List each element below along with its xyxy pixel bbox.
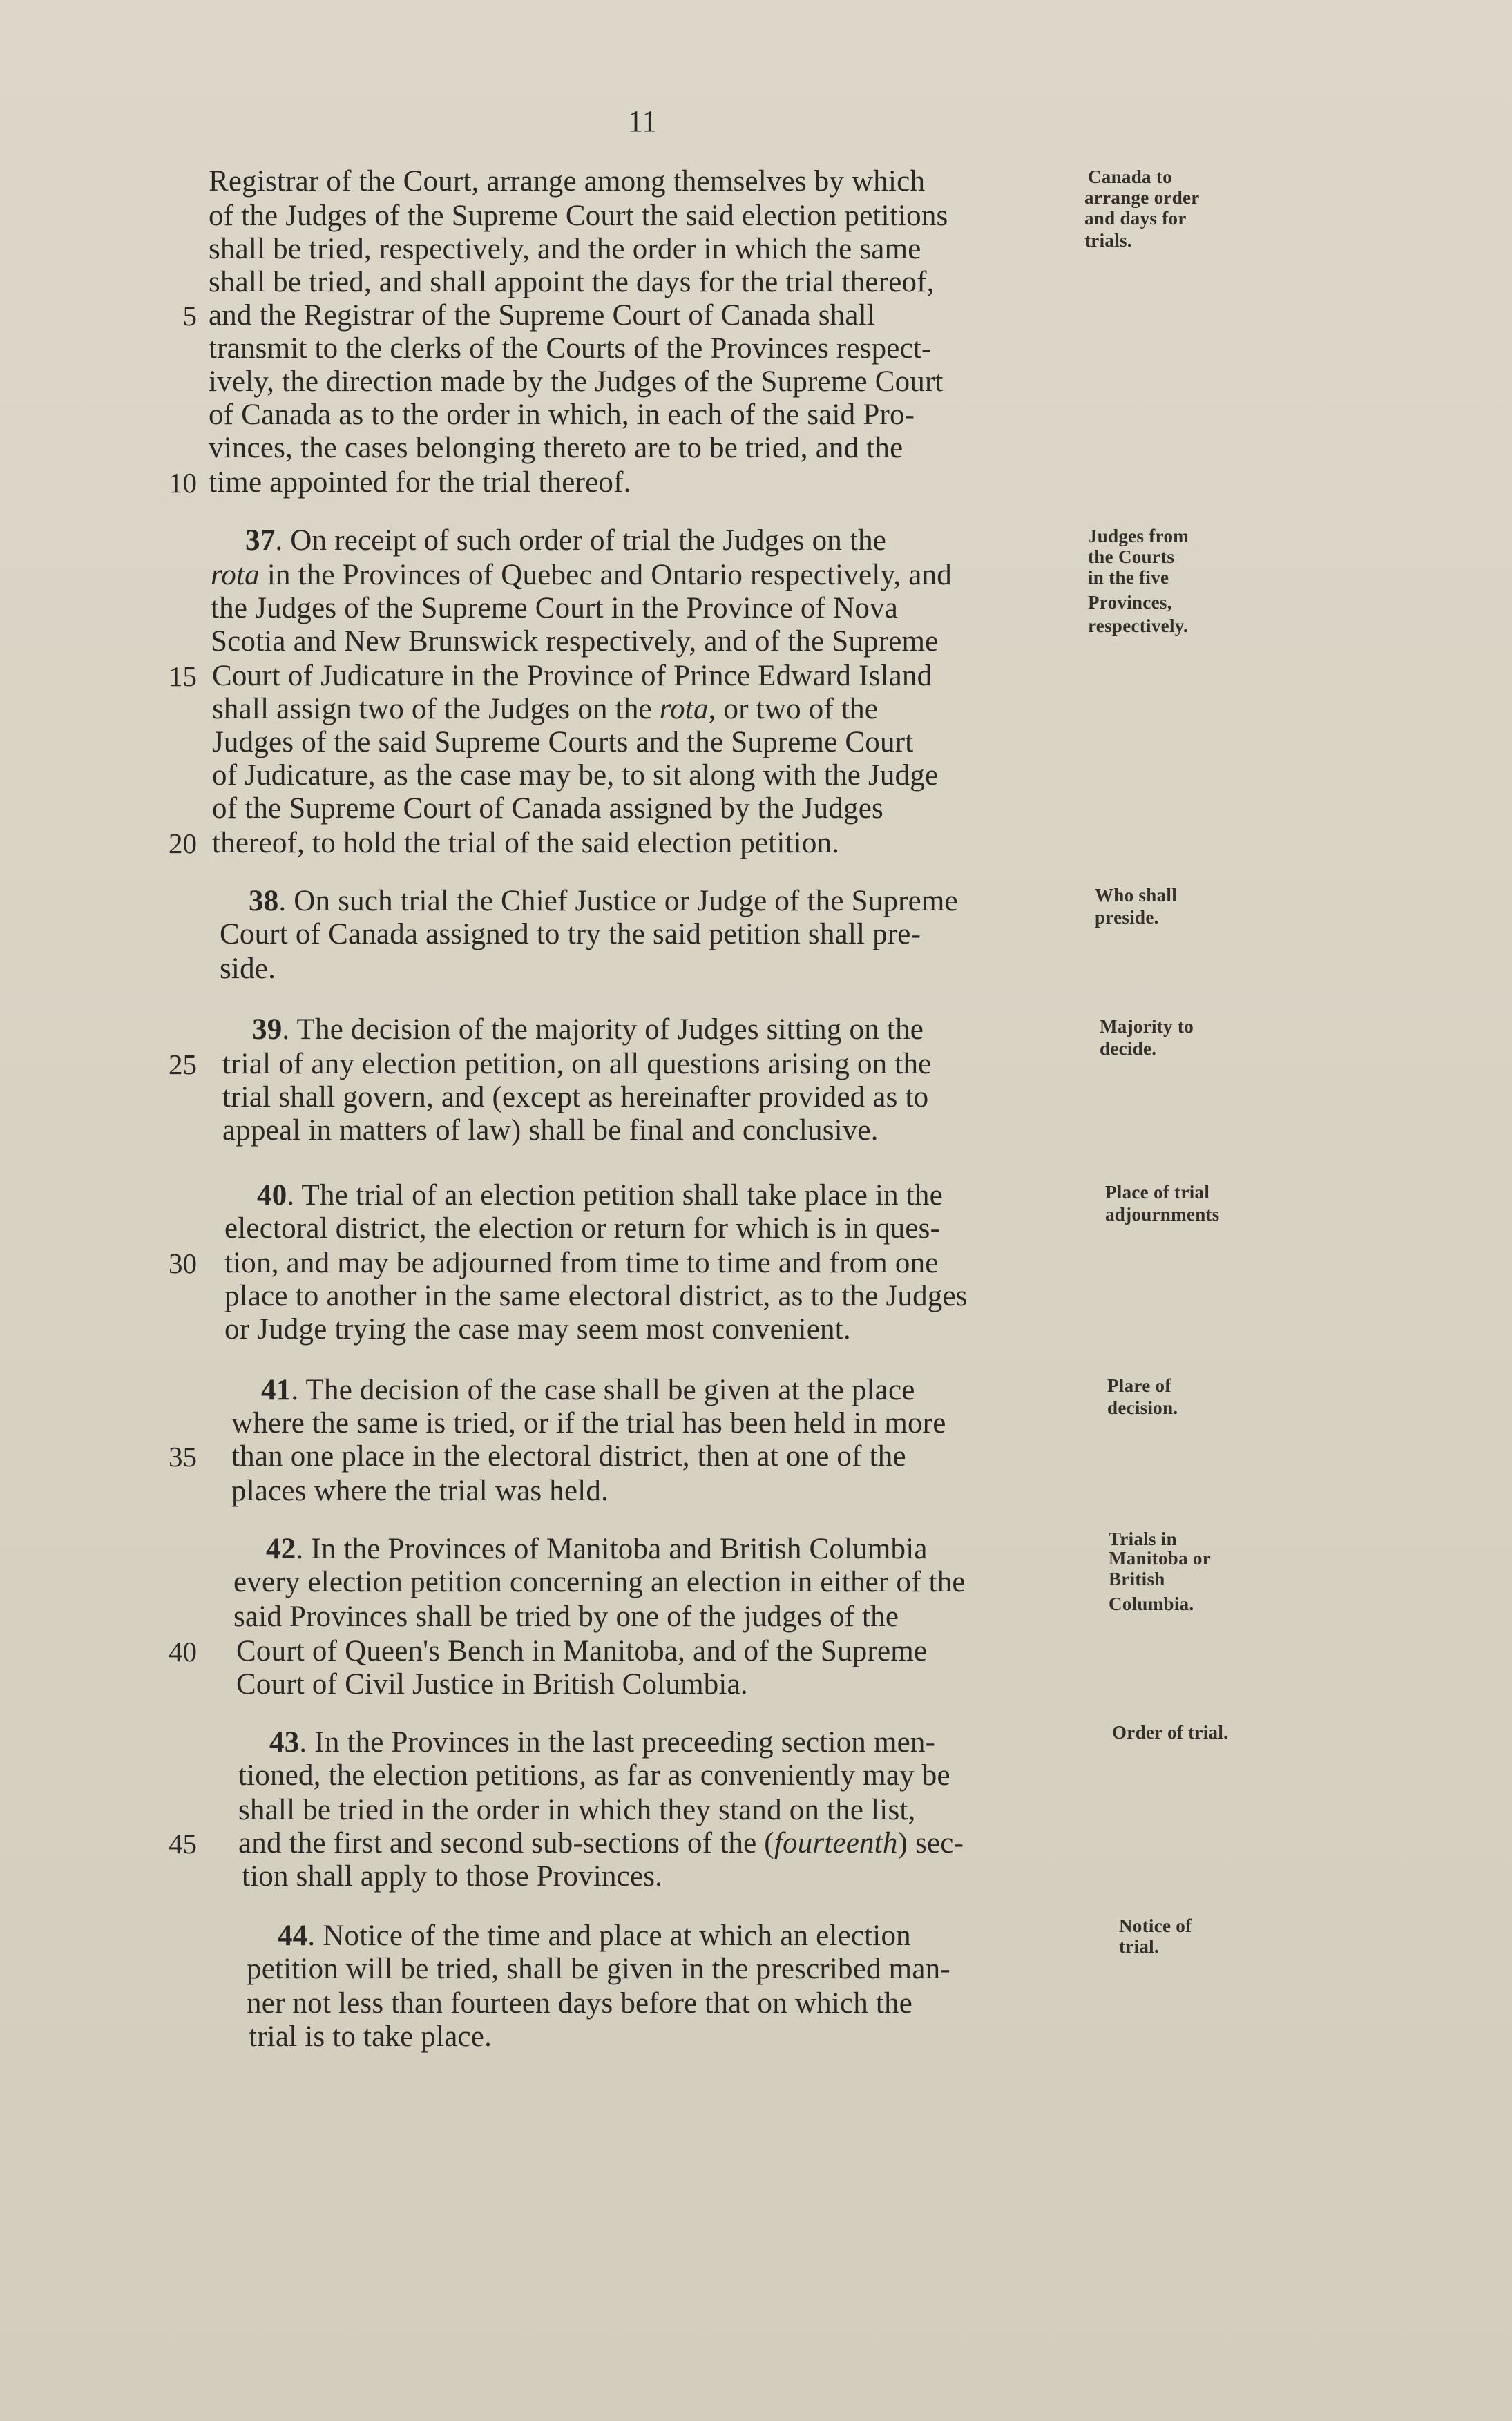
section-first-line: 41. The decision of the case shall be given at the place xyxy=(261,1374,915,1406)
section-first-line: 42. In the Provinces of Manitoba and British Columbia xyxy=(266,1533,928,1565)
section-first-line: 37. On receipt of such order of trial the Judges on the xyxy=(245,524,887,557)
text-line: shall be tried, and shall appoint the days for the trial thereof, xyxy=(209,266,935,298)
text-line: time appointed for the trial thereof. xyxy=(209,466,631,499)
section-first-line: 38. On such trial the Chief Justice or Judge of the Supreme xyxy=(249,885,958,917)
text-line: Court of Civil Justice in British Columbia. xyxy=(236,1668,748,1701)
text-line: ner not less than fourteen days before that on which the xyxy=(247,1987,913,2020)
text-line: trial shall govern, and (except as hereinafter provided as to xyxy=(222,1081,929,1113)
section-number: 37 xyxy=(245,524,276,557)
margin-note-line: Canada to xyxy=(1088,166,1172,187)
text-line: of the Judges of the Supreme Court the said election petitions xyxy=(209,200,948,232)
text-line: trial is to take place. xyxy=(249,2020,492,2053)
margin-note-line: in the five xyxy=(1088,567,1169,588)
margin-note-line: British xyxy=(1109,1569,1165,1589)
section-number: 43 xyxy=(269,1726,300,1759)
text-line: and the Registrar of the Supreme Court of Canada shall xyxy=(209,299,875,332)
margin-note-line: Plare of xyxy=(1107,1375,1171,1396)
section-number: 38 xyxy=(249,885,279,917)
margin-note-line: Place of trial xyxy=(1105,1182,1210,1203)
margin-note-line: Manitoba or xyxy=(1109,1548,1212,1569)
section-first-line: 44. Notice of the time and place at which an election xyxy=(278,1920,911,1952)
section-first-line: 39. The decision of the majority of Judges sitting on the xyxy=(252,1013,924,1046)
margin-note-line: the Courts xyxy=(1088,546,1175,567)
text-line: the Judges of the Supreme Court in the Province of Nova xyxy=(211,592,899,624)
text-line: every election petition concerning an election in either of the xyxy=(233,1566,966,1598)
line-number: 10 xyxy=(169,467,197,499)
line-number: 25 xyxy=(169,1049,197,1080)
text-line: electoral district, the election or return for which is in ques- xyxy=(224,1212,941,1245)
margin-note-line: trials. xyxy=(1084,230,1132,251)
text-line: transmit to the clerks of the Courts of the Provinces respect- xyxy=(209,332,932,365)
text-line: Court of Queen's Bench in Manitoba, and of the Supreme xyxy=(236,1635,928,1667)
section-first-line: 40. The trial of an election petition shall take place in the xyxy=(257,1179,943,1212)
margin-note-line: Order of trial. xyxy=(1112,1722,1229,1743)
text-line: or Judge trying the case may seem most convenient. xyxy=(224,1313,851,1346)
section-number: 44 xyxy=(278,1920,308,1952)
text-line: rota in the Provinces of Quebec and Ontario respectively, and xyxy=(211,559,952,591)
text-line: of Judicature, as the case may be, to sit along with the Judge xyxy=(212,759,939,792)
line-number: 15 xyxy=(169,660,197,692)
section-first-line: 43. In the Provinces in the last preceeding section men- xyxy=(269,1726,936,1759)
text-line: said Provinces shall be tried by one of the judges of the xyxy=(233,1600,899,1633)
margin-note-line: arrange order xyxy=(1084,187,1200,208)
text-line: side. xyxy=(220,953,276,985)
line-number: 5 xyxy=(182,300,197,332)
text-line: trial of any election petition, on all questions arising on the xyxy=(222,1048,932,1080)
text-line: places where the trial was held. xyxy=(231,1475,609,1507)
section-number: 39 xyxy=(252,1013,283,1046)
text-line: Court of Judicature in the Province of Prince Edward Island xyxy=(212,660,932,692)
text-line: shall assign two of the Judges on the rota, or two of the xyxy=(212,693,879,725)
margin-note-line: preside. xyxy=(1095,907,1159,928)
text-line: where the same is tried, or if the trial has been held in more xyxy=(231,1407,946,1439)
margin-note-line: trial. xyxy=(1119,1936,1160,1957)
section-number: 41 xyxy=(261,1374,291,1406)
text-line: of Canada as to the order in which, in each of the said Pro- xyxy=(209,399,915,431)
margin-note-line: Judges from xyxy=(1088,526,1189,546)
text-line: tion shall apply to those Provinces. xyxy=(242,1860,663,1893)
text-line: shall be tried in the order in which they stand on the list, xyxy=(238,1794,916,1826)
margin-note-line: Notice of xyxy=(1119,1915,1192,1936)
page-number: 11 xyxy=(627,104,658,138)
line-number: 40 xyxy=(169,1636,197,1667)
text-line: and the first and second sub-sections of the (fourteenth) sec- xyxy=(238,1827,964,1859)
margin-note-line: Provinces, xyxy=(1088,592,1172,613)
margin-note-line: Who shall xyxy=(1095,885,1177,906)
line-number: 30 xyxy=(169,1247,197,1279)
text-line: of the Supreme Court of Canada assigned by the Judges xyxy=(212,792,883,825)
text-line: shall be tried, respectively, and the order in which the same xyxy=(209,233,921,265)
section-number: 42 xyxy=(266,1533,296,1565)
text-line: tioned, the election petitions, as far as conveniently may be xyxy=(238,1759,950,1792)
text-line: thereof, to hold the trial of the said election petition. xyxy=(212,827,840,859)
text-line: ively, the direction made by the Judges of the Supreme Court xyxy=(209,365,944,398)
line-number: 35 xyxy=(169,1441,197,1473)
text-line: than one place in the electoral district, then at one of the xyxy=(231,1440,906,1473)
line-number: 45 xyxy=(169,1828,197,1859)
text-line: place to another in the same electoral district, as to the Judges xyxy=(224,1280,968,1312)
text-line: appeal in matters of law) shall be final and conclusive. xyxy=(222,1114,879,1147)
text-line: vinces, the cases belonging thereto are to be tried, and the xyxy=(209,432,903,464)
text-line: Registrar of the Court, arrange among themselves by which xyxy=(209,165,926,198)
margin-note-line: decision. xyxy=(1107,1397,1178,1418)
margin-note-line: decide. xyxy=(1100,1038,1157,1059)
text-line: Court of Canada assigned to try the said petition shall pre- xyxy=(220,918,921,950)
margin-note-line: Majority to xyxy=(1100,1016,1194,1037)
section-number: 40 xyxy=(257,1179,287,1212)
margin-note-line: and days for xyxy=(1084,208,1187,229)
margin-note-line: adjournments xyxy=(1105,1204,1220,1225)
text-line: petition will be tried, shall be given in the prescribed man- xyxy=(247,1953,950,1985)
text-line: tion, and may be adjourned from time to time and from one xyxy=(224,1247,939,1279)
text-line: Judges of the said Supreme Courts and the Supreme Court xyxy=(212,726,914,758)
line-number: 20 xyxy=(169,827,197,859)
text-line: Scotia and New Brunswick respectively, and of the Supreme xyxy=(211,625,939,658)
margin-note-line: respectively. xyxy=(1088,615,1189,636)
margin-note-line: Trials in xyxy=(1109,1529,1177,1549)
margin-note-line: Columbia. xyxy=(1109,1594,1194,1614)
